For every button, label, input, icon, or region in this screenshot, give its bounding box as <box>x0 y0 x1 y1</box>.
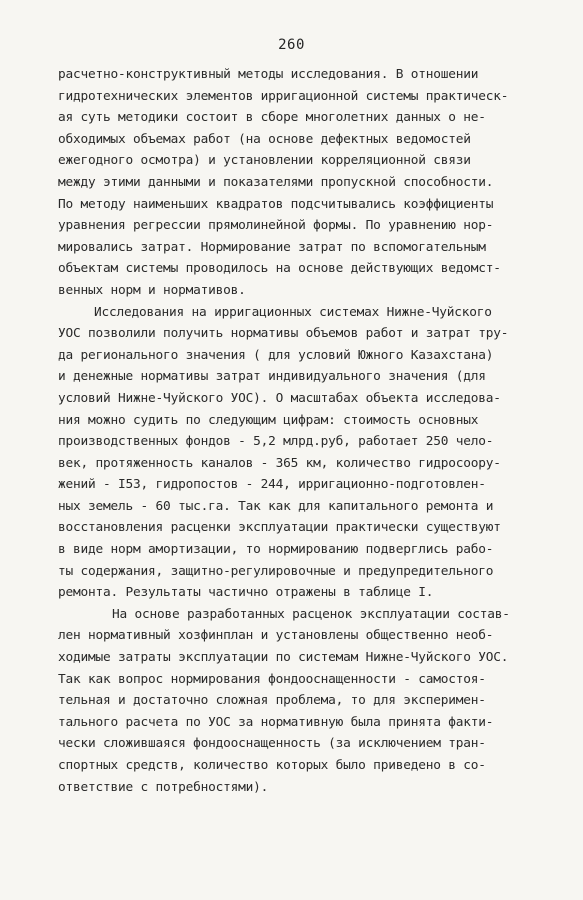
text-line: тального расчета по УОС за нормативную была принята факти- <box>58 714 494 730</box>
text-line: уравнения регрессии прямолинейной формы. По уравнению нор- <box>58 218 494 234</box>
text-line: гидротехнических элементов ирригационной системы практическ- <box>58 88 509 104</box>
text-line: тельная и достаточно сложная проблема, то для эксперимен- <box>58 693 486 709</box>
text-line: ремонта. Результаты частично отражены в таблице I. <box>58 585 434 601</box>
text-line: ния можно судить по следующим цифрам: стоимость основных <box>58 412 479 428</box>
text-line: ты содержания, защитно-регулировочные и предупредительного <box>58 563 494 579</box>
text-line: Так как вопрос нормирования фондооснащенности - самостоя- <box>58 671 486 687</box>
text-line: восстановления расценки эксплуатации практически существуют <box>58 520 501 536</box>
text-line: жений - I53, гидропостов - 244, ирригационно-подготовлен- <box>58 477 486 493</box>
text-line: лен нормативный хозфинплан и установлены общественно необ- <box>58 628 494 644</box>
text-line: венных норм и нормативов. <box>58 282 246 298</box>
paragraph-start-line: Исследования на ирригационных системах Нижне-Чуйского <box>94 304 492 320</box>
text-line: ая суть методики состоит в сборе многолетних данных о не- <box>58 110 486 126</box>
text-line: объектам системы проводилось на основе действующих ведомст- <box>58 261 501 277</box>
text-line: в виде норм амортизации, то нормированию подверглись рабо- <box>58 542 494 558</box>
page-number: 260 <box>278 37 305 53</box>
text-line: да регионального значения ( для условий Южного Казахстана) <box>58 347 494 363</box>
text-line: По методу наименьших квадратов подсчитывались коэффициенты <box>58 196 494 212</box>
text-line: между этими данными и показателями пропускной способности. <box>58 174 494 190</box>
text-line: мировались затрат. Нормирование затрат по вспомогательным <box>58 239 486 255</box>
text-line: условий Нижне-Чуйского УОС). О масштабах объекта исследова- <box>58 390 501 406</box>
text-line: век, протяженность каналов - 365 км, количество гидросоору- <box>58 455 501 471</box>
text-line: спортных средств, количество которых было приведено в со- <box>58 758 486 773</box>
text-line: чески сложившаяся фондооснащенность (за исключением тран- <box>58 736 486 752</box>
text-line: производственных фондов - 5,2 млрд.руб, работает 250 чело- <box>58 434 494 450</box>
paragraph-start-line: На основе разработанных расценок эксплуатации состав- <box>112 606 510 622</box>
text-line: расчетно-конструктивный методы исследования. В отношении <box>58 67 479 82</box>
text-line: ответствие с потребностями). <box>58 779 269 795</box>
body-text <box>58 64 538 798</box>
text-line: УОС позволили получить нормативы объемов работ и затрат тру- <box>58 326 509 342</box>
text-line: и денежные нормативы затрат индивидуального значения (для <box>58 369 486 385</box>
text-line: ежегодного осмотра) и установлении корреляционной связи <box>58 153 471 169</box>
text-line: ходимые затраты эксплуатации по системам Нижне-Чуйского УОС. <box>58 650 509 666</box>
text-line: обходимых объемах работ (на основе дефектных ведомостей <box>58 131 471 147</box>
text-line: ных земель - 60 тыс.га. Так как для капитального ремонта и <box>58 498 494 514</box>
